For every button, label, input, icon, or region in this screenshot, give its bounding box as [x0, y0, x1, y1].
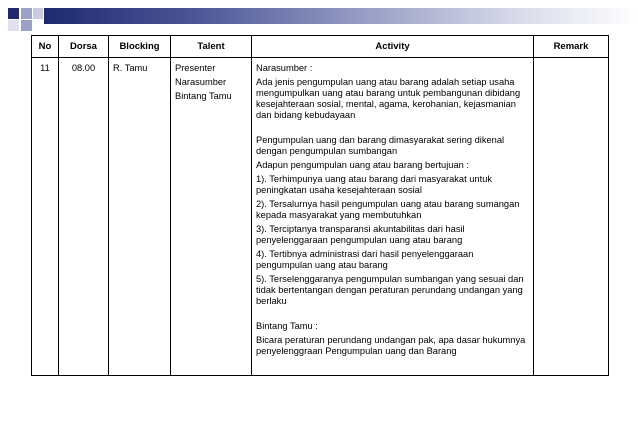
- header-no: No: [32, 36, 59, 58]
- activity-list-item: 5). Terselenggaranya pengumpulan sumbangan yang sesuai dan tidak bertentangan dengan peraturan perundang undangan yang berlaku: [256, 274, 524, 306]
- table-row: [32, 58, 609, 376]
- header-activity: Activity: [252, 36, 534, 58]
- decor-square-light-2: [21, 20, 32, 31]
- activity-list-item: 3). Terciptanya transparansi akuntabilitas dari hasil penyelenggaraan pengumpulan uang atau barang: [256, 224, 465, 245]
- activity-paragraph: Bicara peraturan perundang undangan pak, apa dasar hukumnya penyelenggraan Pengumpulan uang dan Barang: [256, 335, 526, 356]
- cell-blocking: R. Tamu: [109, 58, 171, 376]
- activity-paragraph: Pengumpulan uang dan barang dimasyarakat sering dikenal dengan pengumpulan sumbangan: [256, 135, 505, 156]
- decor-square-mid: [33, 8, 43, 19]
- activity-speaker-label: Narasumber :: [256, 63, 313, 73]
- table-header-row: [32, 36, 609, 58]
- header-talent: Talent: [171, 36, 252, 58]
- talent-bintang-tamu: Bintang Tamu: [175, 91, 232, 101]
- activity-paragraph: Adapun pengumpulan uang atau barang bertujuan :: [256, 160, 469, 170]
- talent-narasumber: Narasumber: [175, 77, 227, 87]
- header-blocking: Blocking: [109, 36, 171, 58]
- activity-list-item: 1). Terhimpunya uang atau barang dari masyarakat untuk peningkatan usaha kesejahteraan sosial: [256, 174, 493, 195]
- activity-speaker-label: Bintang Tamu :: [256, 321, 318, 331]
- talent-presenter: Presenter: [175, 63, 216, 73]
- cell-no: 11: [32, 58, 59, 376]
- cell-activity: [252, 58, 534, 376]
- activity-paragraph: Ada jenis pengumpulan uang atau barang adalah setiap usaha mengumpulkan uang atau barang untuk pembangunan dibidang kesejahteraan sosial, mental, agama, kerohanian, kejasmanian dan bidang kebudayaan: [256, 77, 521, 120]
- activity-list-item: 4). Tertibnya administrasi dari hasil penyelenggaraan pengumpulan uang atau barang: [256, 249, 474, 270]
- script-table: [31, 35, 609, 376]
- decor-square-light: [21, 8, 32, 19]
- decor-square-faint: [8, 20, 19, 31]
- activity-list-item: 2). Tersalurnya hasil pengumpulan uang atau barang sumangan kepada masyarakat yang membutuhkan: [256, 199, 520, 220]
- cell-remark: [534, 58, 609, 376]
- decor-square-dark: [8, 8, 19, 19]
- cell-talent: [171, 58, 252, 376]
- decor-gradient-bar: [44, 8, 638, 24]
- header-dorsa: Dorsa: [59, 36, 109, 58]
- header-remark: Remark: [534, 36, 609, 58]
- cell-dorsa: 08.00: [59, 58, 109, 376]
